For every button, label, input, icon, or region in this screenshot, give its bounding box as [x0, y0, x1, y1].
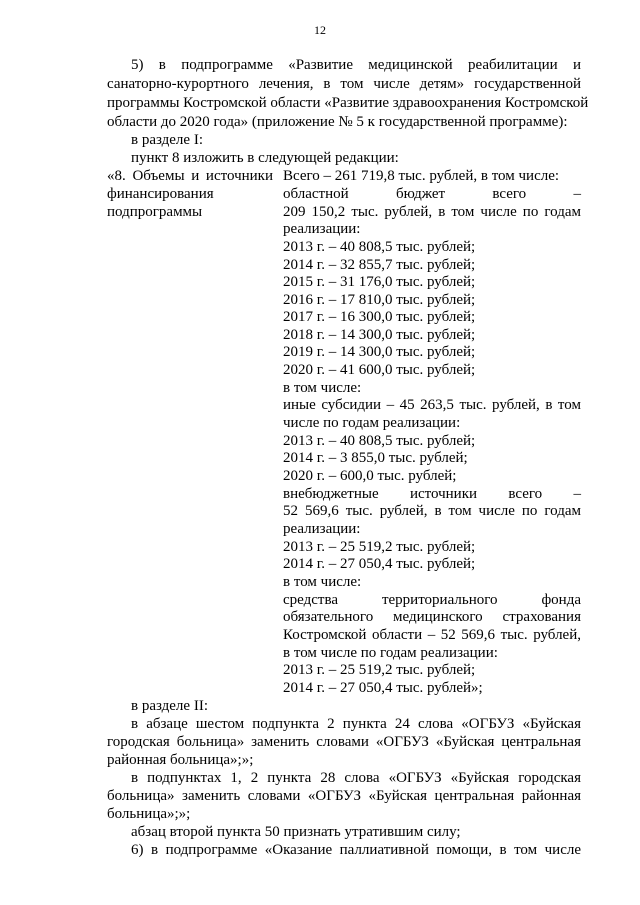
table-right-line: обязательного медицинского страхования — [283, 609, 581, 625]
table-right-line: 2020 г. – 41 600,0 тыс. рублей; — [283, 362, 476, 378]
table-right-line: 2015 г. – 31 176,0 тыс. рублей; — [283, 274, 476, 290]
paragraph-line: в абзаце шестом подпункта 2 пункта 24 слова «ОГБУЗ «Буйская — [131, 716, 581, 732]
table-right-line: в том числе по годам реализации: — [283, 645, 498, 661]
table-right-line: средства территориального фонда — [283, 592, 581, 608]
table-right-line: 2013 г. – 25 519,2 тыс. рублей; — [283, 539, 476, 555]
paragraph-line: больница» заменить словами «ОГБУЗ «Буйская центральная районная — [107, 788, 581, 804]
paragraph-line: 6) в подпрограмме «Оказание паллиативной помощи, в том числе — [131, 842, 581, 858]
table-right-line: 209 150,2 тыс. рублей, в том числе по годам — [283, 204, 581, 220]
table-right-line: реализации: — [283, 221, 361, 237]
table-right-line: 2019 г. – 14 300,0 тыс. рублей; — [283, 344, 476, 360]
table-right-line: Всего – 261 719,8 тыс. рублей, в том числе: — [283, 168, 560, 184]
page-number: 12 — [314, 23, 326, 37]
table-right-line: внебюджетные источники всего – — [283, 486, 581, 502]
intro-line: программы Костромской области «Развитие здравоохранения Костромской — [107, 95, 589, 111]
table-right-line: в том числе: — [283, 574, 362, 590]
intro-line: санаторно-курортного лечения, в том числе детям» государственной — [107, 76, 581, 92]
table-right-line: 2014 г. – 27 050,4 тыс. рублей»; — [283, 680, 483, 696]
table-right-line: числе по годам реализации: — [283, 415, 461, 431]
table-left-label: подпрограммы — [107, 204, 203, 220]
paragraph-line: городская больница» заменить словами «ОГБУЗ «Буйская центральная — [107, 734, 581, 750]
section-heading: в разделе I: — [131, 132, 203, 148]
table-left-label: финансирования — [107, 186, 214, 202]
table-right-line: Костромской области – 52 569,6 тыс. рублей, — [283, 627, 581, 643]
table-right-line: 52 569,6 тыс. рублей, в том числе по годам — [283, 503, 581, 519]
table-right-line: 2016 г. – 17 810,0 тыс. рублей; — [283, 292, 476, 308]
table-right-line: 2017 г. – 16 300,0 тыс. рублей; — [283, 309, 476, 325]
table-right-line: 2020 г. – 600,0 тыс. рублей; — [283, 468, 457, 484]
paragraph-line: в подпунктах 1, 2 пункта 28 слова «ОГБУЗ «Буйская городская — [131, 770, 581, 786]
item-heading: пункт 8 изложить в следующей редакции: — [131, 150, 399, 166]
table-right-line: 2018 г. – 14 300,0 тыс. рублей; — [283, 327, 476, 343]
table-right-line: областной бюджет всего – — [283, 186, 581, 202]
intro-line: области до 2020 года» (приложение № 5 к государственной программе): — [107, 114, 568, 130]
section-heading: в разделе II: — [131, 698, 208, 714]
paragraph-line: абзац второй пункта 50 признать утратившим силу; — [131, 824, 461, 840]
table-right-line: 2014 г. – 27 050,4 тыс. рублей; — [283, 556, 476, 572]
paragraph-line: районная больница»;»; — [107, 752, 254, 768]
table-right-line: реализации: — [283, 521, 361, 537]
table-right-line: 2014 г. – 3 855,0 тыс. рублей; — [283, 450, 468, 466]
table-right-line: иные субсидии – 45 263,5 тыс. рублей, в том — [283, 397, 581, 413]
table-right-line: 2013 г. – 40 808,5 тыс. рублей; — [283, 433, 476, 449]
table-right-line: 2013 г. – 25 519,2 тыс. рублей; — [283, 662, 476, 678]
intro-line: 5) в подпрограмме «Развитие медицинской реабилитации и — [131, 57, 581, 73]
table-left-label: «8. Объемы и источники — [107, 168, 273, 184]
paragraph-line: больница»;»; — [107, 806, 191, 822]
table-right-line: 2014 г. – 32 855,7 тыс. рублей; — [283, 257, 476, 273]
table-right-line: 2013 г. – 40 808,5 тыс. рублей; — [283, 239, 476, 255]
table-right-line: в том числе: — [283, 380, 362, 396]
